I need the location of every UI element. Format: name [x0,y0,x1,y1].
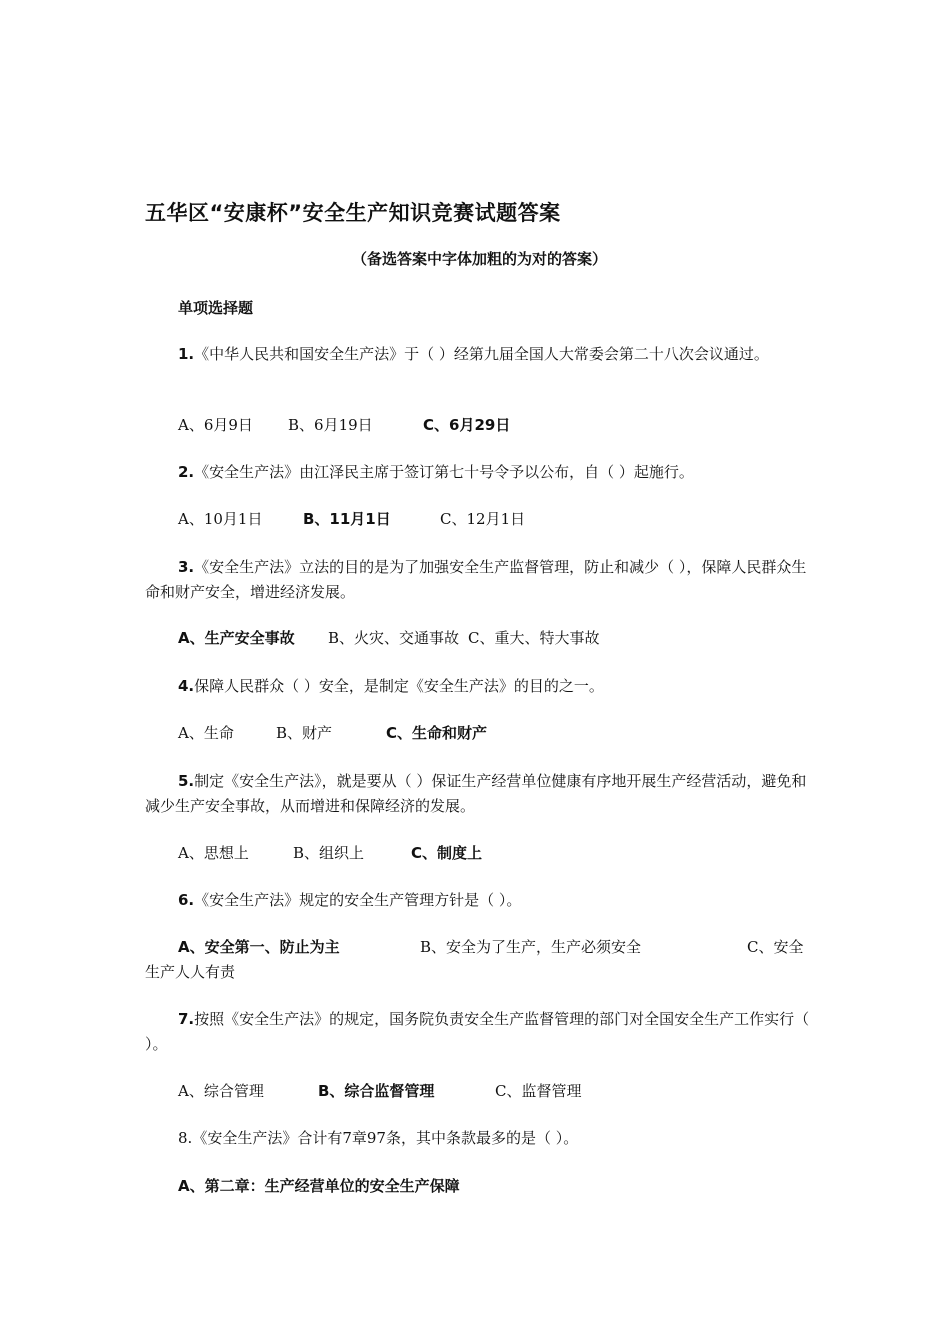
option-b: B、火灾、交通事故 [328,629,460,647]
option-c: C、重大、特大事故 [468,629,600,647]
option-a: A、综合管理 [178,1082,264,1100]
option-a: A、生命 [178,724,234,742]
option-c-correct: C、制度上 [411,844,483,862]
question-2: 2.《安全生产法》由江泽民主席于签订第七十号令予以公布，自（ ）起施行。 [178,463,694,481]
option-c-continuation: 生产人人有责 [145,963,236,981]
option-c: C、安全 [747,938,804,956]
question-3: 3.《安全生产法》立法的目的是为了加强安全生产监督管理，防止和减少（ ），保障人民群众生命和财产安全，增进经济发展。 [145,558,807,601]
question-5: 5.制定《安全生产法》，就是要从（ ）保证生产经营单位健康有序地开展生产经营活动，避免和减少生产安全事故，从而增进和保障经济的发展。 [145,772,807,815]
option-b: B、安全为了生产，生产必须安全 [420,938,642,956]
question-1: 1.《中华人民共和国安全生产法》于（ ）经第九届全国人大常委会第二十八次会议通过。 [178,345,769,363]
question-4: 4.保障人民群众（ ）安全，是制定《安全生产法》的目的之一。 [178,677,604,695]
option-b: B、组织上 [293,844,365,862]
option-b-correct: B、综合监督管理 [318,1082,435,1100]
option-a: A、思想上 [178,844,249,862]
question-6: 6.《安全生产法》规定的安全生产管理方针是（ ）。 [178,891,522,909]
option-a-correct: A、生产安全事故 [178,629,295,647]
option-c: C、12月1日 [440,510,526,528]
question-8: 8.《安全生产法》合计有7章97条，其中条款最多的是（ ）。 [178,1129,579,1147]
option-a: A、10月1日 [178,510,263,528]
answer-note: （备选答案中字体加粗的为对的答案） [352,250,608,268]
option-a-correct: A、安全第一、防止为主 [178,938,340,956]
option-c-correct: C、6月29日 [423,416,511,434]
option-a-correct: A、第二章：生产经营单位的安全生产保障 [178,1177,460,1195]
option-a: A、6月9日 [178,416,253,434]
options-6 [145,935,810,985]
question-7: 7.按照《安全生产法》的规定，国务院负责安全生产监督管理的部门对全国安全生产工作实行（ ）。 [145,1010,810,1053]
option-b: B、6月19日 [288,416,373,434]
options-6-line [145,935,810,960]
option-b: B、财产 [276,724,333,742]
section-heading: 单项选择题 [178,299,254,317]
option-b-correct: B、11月1日 [303,510,391,528]
option-c-correct: C、生命和财产 [386,724,488,742]
option-c: C、监督管理 [495,1082,582,1100]
document-title: 五华区“安康杯”安全生产知识竞赛试题答案 [145,201,561,225]
